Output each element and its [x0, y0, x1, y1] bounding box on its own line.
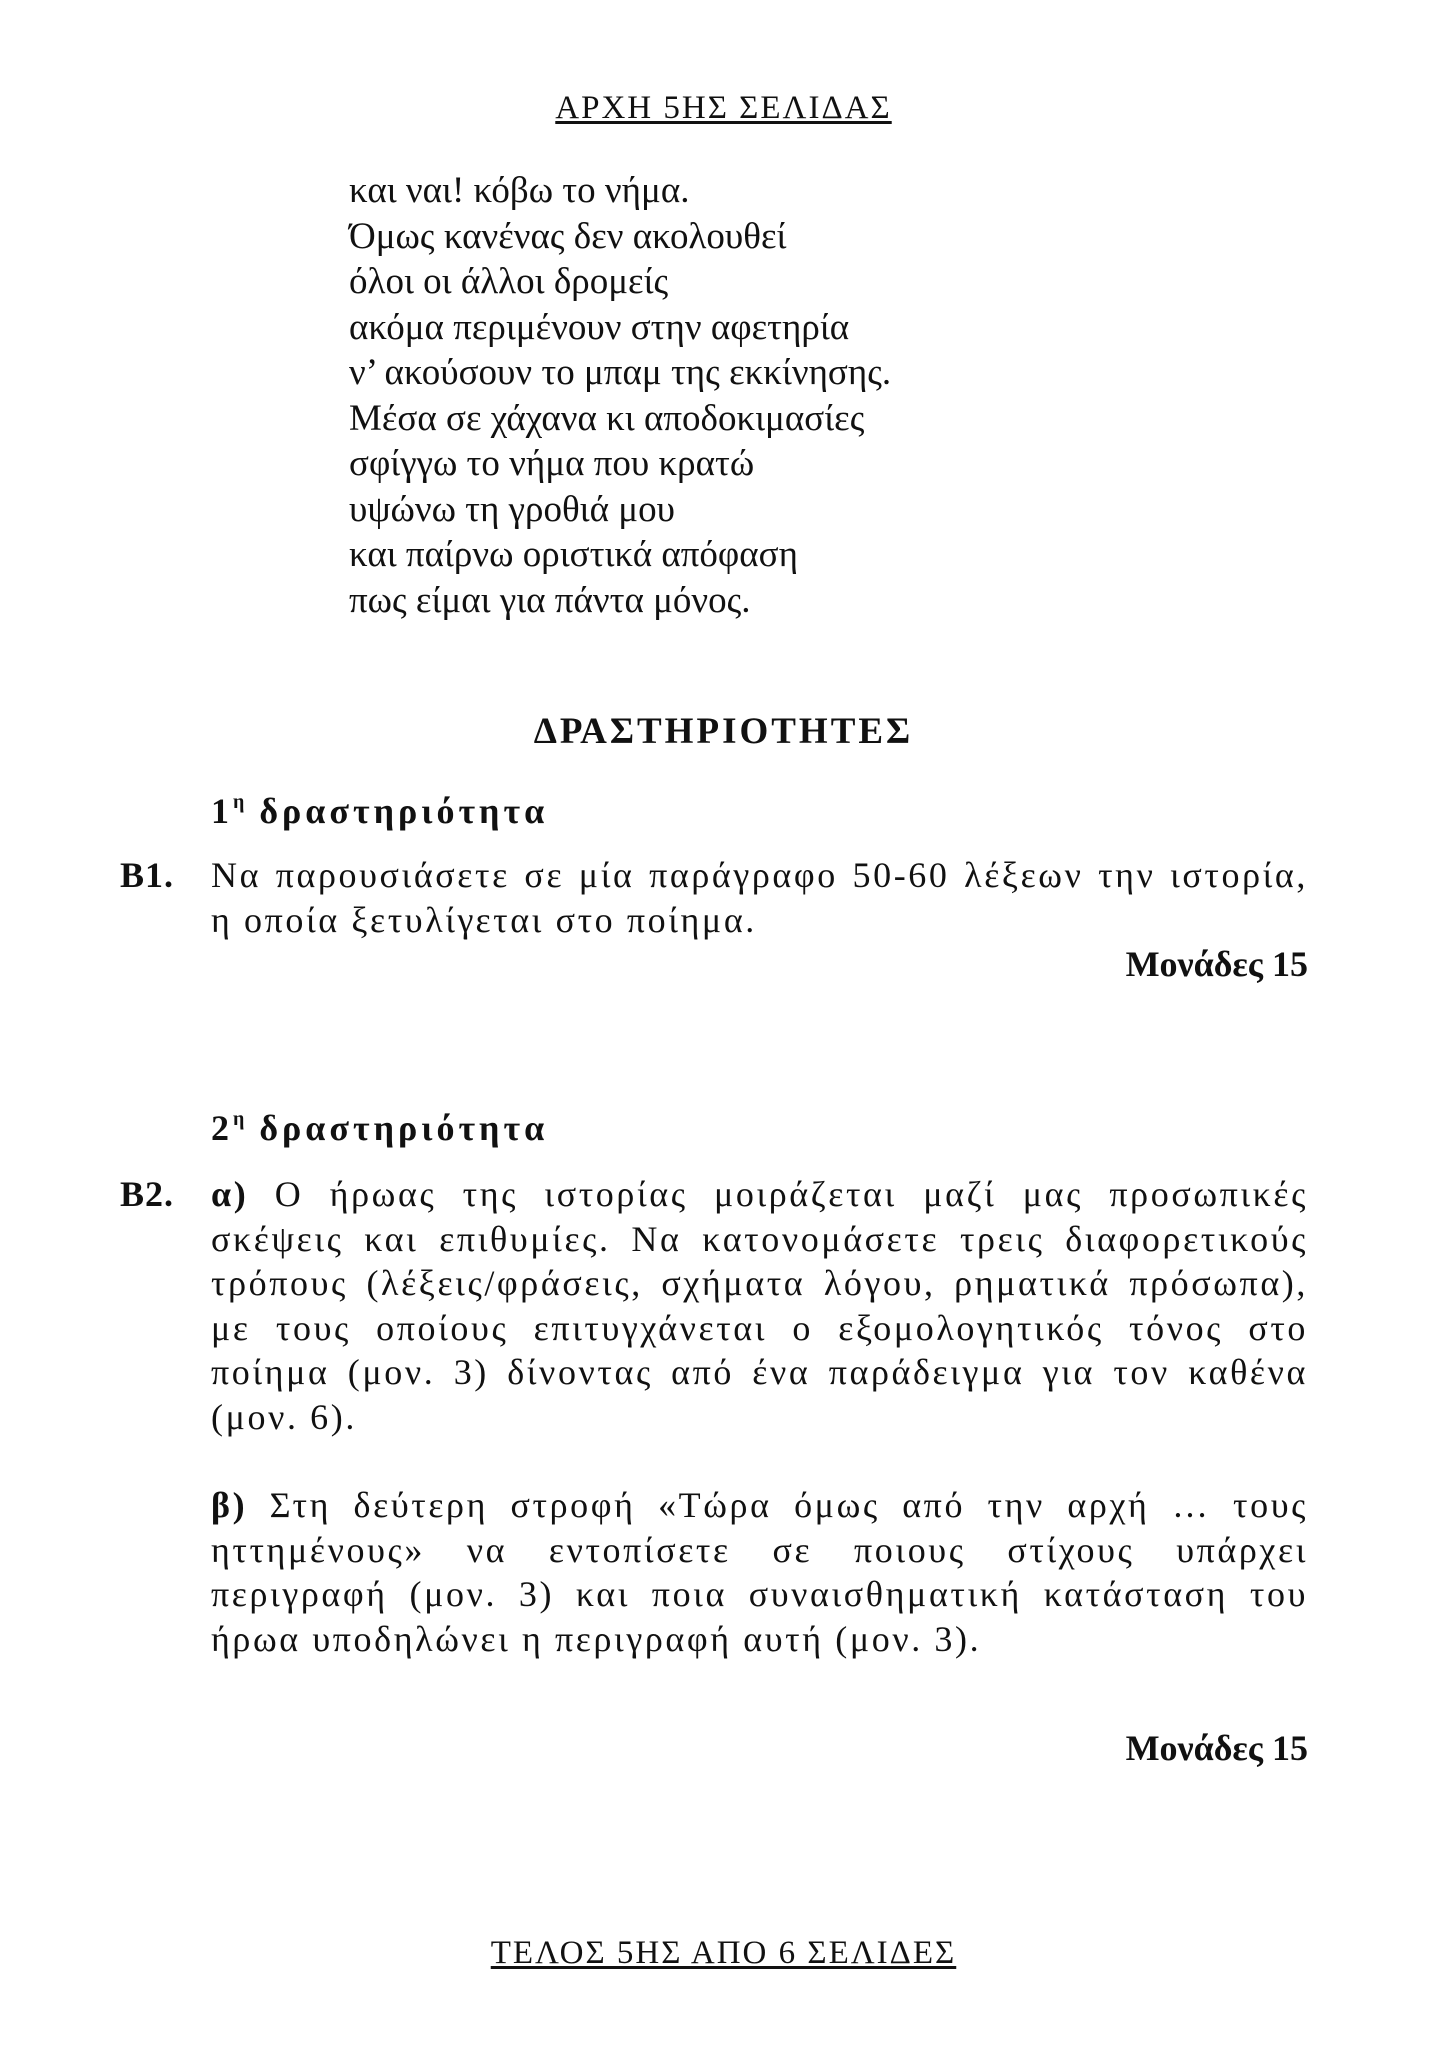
section-title: ΔΡΑΣΤΗΡΙΟΤΗΤΕΣ	[533, 711, 914, 752]
marks-b1: Μονάδες 15	[1125, 944, 1308, 984]
page-footer-text: ΤΕΛΟΣ 5ΗΣ ΑΠΟ 6 ΣΕΛΙΔΕΣ	[490, 1935, 957, 1971]
activity-1-heading	[211, 790, 548, 832]
question-b2-label: Β2.	[120, 1174, 175, 1214]
part-a-text: Ο ήρωας της ιστορίας μοιράζεται μαζί μας προσωπικές σκέψεις και επιθυμίες. Να κατονομάσετε τρεις διαφορετικούς τρόπους (λέξεις/φράσεις, σχήματα λόγου, ρηματικά πρόσωπα), με τους οποίους επιτυγχάνεται ο εξομολογητικός τόνος στο ποίημα (μον. 3) δίνοντας από ένα παράδειγμα για τον καθένα (μον. 6).	[211, 1174, 1308, 1437]
poem-line: και ναι! κόβω το νήμα.	[349, 170, 690, 211]
question-b1-text: Να παρουσιάσετε σε μία παράγραφο 50-60 λέξεων την ιστορία, η οποία ξετυλίγεται στο ποίημα.	[211, 855, 1308, 940]
question-b2	[120, 1172, 1308, 1661]
poem-line: Όμως κανένας δεν ακολουθεί	[349, 215, 787, 257]
question-b1	[120, 853, 1308, 942]
part-a-label: α)	[211, 1174, 249, 1214]
activity-1-label: δραστηριότητα	[259, 791, 549, 831]
activity-2-number: 2	[211, 1108, 233, 1148]
activity-2-superscript: η	[233, 1108, 245, 1130]
activity-2-heading	[211, 1107, 548, 1149]
page-header	[0, 90, 1447, 127]
poem-line: σφίγγω το νήμα που κρατώ	[349, 443, 755, 484]
question-b1-label: Β1.	[120, 855, 175, 895]
poem-line: υψώνω τη γροθιά μου	[349, 488, 675, 530]
marks-b2: Μονάδες 15	[1125, 1728, 1308, 1768]
part-b-text: Στη δεύτερη στροφή «Τώρα όμως από την αρχή … τους ηττημένους» να εντοπίσετε σε ποιους στίχους υπάρχει περιγραφή (μον. 3) και ποια συναισθηματική κατάσταση του ήρωα υποδηλώνει η περιγραφή αυτή (μον. 3).	[211, 1485, 1308, 1659]
activity-2-label: δραστηριότητα	[259, 1108, 549, 1148]
part-b-label: β)	[211, 1485, 248, 1525]
poem-line: Μέσα σε χάχανα κι αποδοκιμασίες	[349, 397, 865, 439]
poem-line: πως είμαι για πάντα μόνος.	[349, 579, 751, 621]
poem-line: και παίρνω οριστικά απόφαση	[349, 534, 798, 575]
page-header-text: ΑΡΧΗ 5ΗΣ ΣΕΛΙΔΑΣ	[555, 90, 892, 126]
activity-1-number: 1	[211, 791, 233, 831]
poem-line: ακόμα περιμένουν στην αφετηρία	[349, 306, 850, 348]
question-b2-part-a	[211, 1172, 1308, 1439]
poem-excerpt	[349, 168, 891, 623]
poem-line: όλοι οι άλλοι δρομείς	[349, 261, 669, 302]
poem-line: ν’ ακούσουν το μπαμ της εκκίνησης.	[349, 352, 892, 393]
activity-1-superscript: η	[233, 791, 245, 813]
page-footer	[0, 1935, 1447, 1972]
question-b2-part-b	[211, 1483, 1308, 1661]
question-b2-body	[211, 1172, 1308, 1661]
